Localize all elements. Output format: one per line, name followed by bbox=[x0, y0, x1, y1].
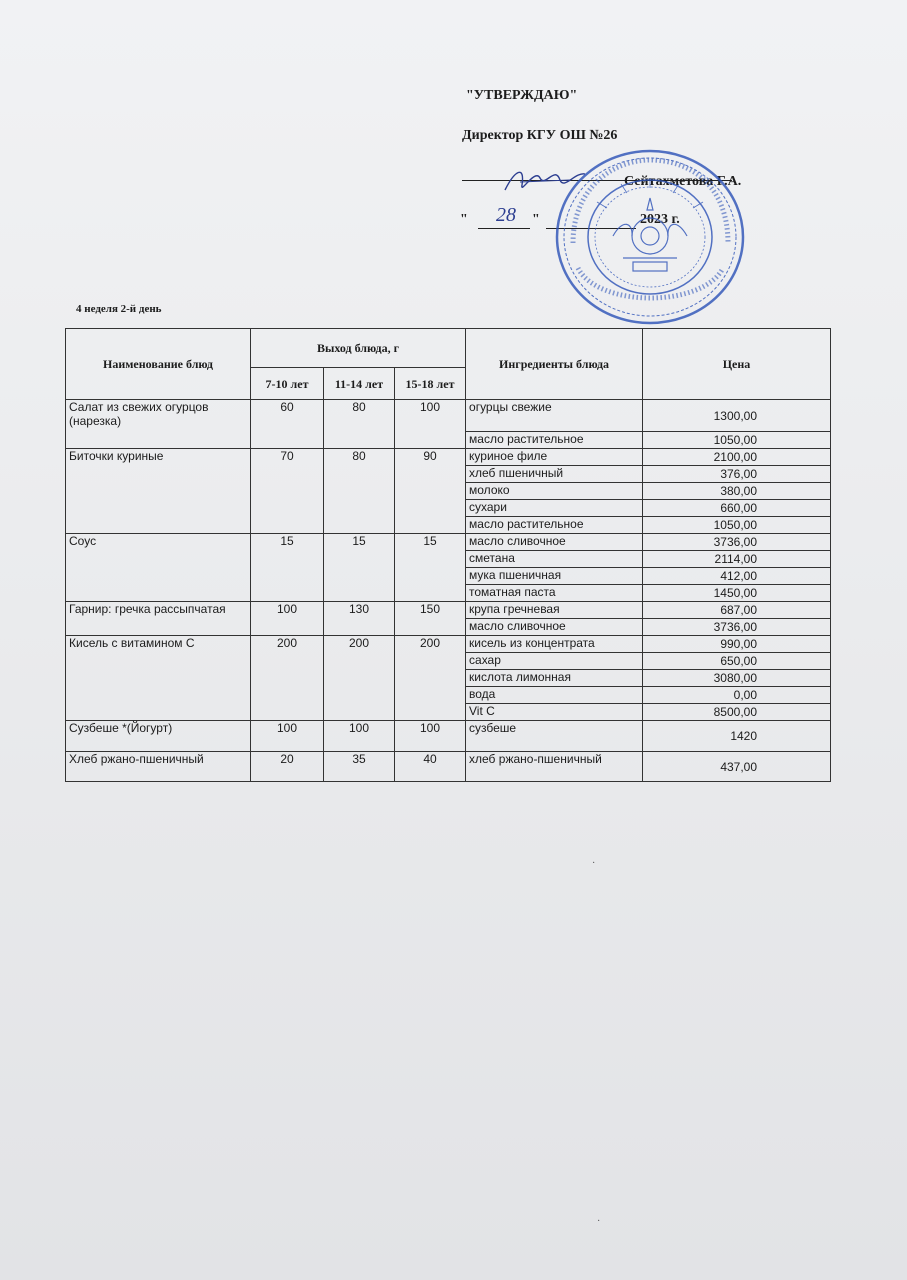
ingredient-price: 3736,00 bbox=[643, 534, 831, 551]
table-row bbox=[66, 636, 831, 653]
output-15-18: 150 bbox=[395, 602, 466, 636]
header-age-11-14: 11-14 лет bbox=[324, 368, 395, 400]
dish-name: Салат из свежих огурцов (нарезка) bbox=[66, 400, 251, 449]
menu-table bbox=[65, 328, 831, 782]
output-11-14: 15 bbox=[324, 534, 395, 602]
ingredient-name: масло растительное bbox=[466, 517, 643, 534]
ingredient-price: 0,00 bbox=[643, 687, 831, 704]
ingredient-name: масло сливочное bbox=[466, 619, 643, 636]
ingredient-price: 1050,00 bbox=[643, 517, 831, 534]
director-title: Директор КГУ ОШ №26 bbox=[462, 128, 618, 143]
ingredient-name: крупа гречневая bbox=[466, 602, 643, 619]
approval-title: "УТВЕРЖДАЮ" bbox=[466, 88, 578, 103]
ingredient-price: 412,00 bbox=[643, 568, 831, 585]
ingredient-name: сухари bbox=[466, 500, 643, 517]
dish-name: Гарнир: гречка рассыпчатая bbox=[66, 602, 251, 636]
ingredient-price: 2114,00 bbox=[643, 551, 831, 568]
table-row bbox=[66, 721, 831, 752]
date-day: 28 bbox=[496, 204, 516, 226]
ingredient-price: 687,00 bbox=[643, 602, 831, 619]
ingredient-name: огурцы свежие bbox=[466, 400, 643, 432]
ingredient-name: молоко bbox=[466, 483, 643, 500]
ingredient-name: куриное филе bbox=[466, 449, 643, 466]
header-price: Цена bbox=[643, 329, 831, 400]
ingredient-name: хлеб пшеничный bbox=[466, 466, 643, 483]
ingredient-price: 2100,00 bbox=[643, 449, 831, 466]
paper-speck: · bbox=[592, 858, 596, 869]
ingredient-price: 1050,00 bbox=[643, 432, 831, 449]
output-15-18: 15 bbox=[395, 534, 466, 602]
week-day-label: 4 неделя 2-й день bbox=[76, 303, 162, 315]
dish-name: Хлеб ржано-пшеничный bbox=[66, 752, 251, 782]
dish-name: Кисель с витамином С bbox=[66, 636, 251, 721]
dish-name: Биточки куриные bbox=[66, 449, 251, 534]
output-7-10: 70 bbox=[251, 449, 324, 534]
ingredient-name: сузбеше bbox=[466, 721, 643, 752]
output-7-10: 60 bbox=[251, 400, 324, 449]
header-age-15-18: 15-18 лет bbox=[395, 368, 466, 400]
output-7-10: 200 bbox=[251, 636, 324, 721]
ingredient-price: 1450,00 bbox=[643, 585, 831, 602]
ingredient-name: кисель из концентрата bbox=[466, 636, 643, 653]
ingredient-price: 437,00 bbox=[643, 752, 831, 782]
ingredient-name: хлеб ржано-пшеничный bbox=[466, 752, 643, 782]
seal-stamp bbox=[553, 148, 748, 326]
table-row bbox=[66, 534, 831, 551]
output-7-10: 20 bbox=[251, 752, 324, 782]
dish-name: Сузбеше *(Йогурт) bbox=[66, 721, 251, 752]
ingredient-price: 1420 bbox=[643, 721, 831, 752]
ingredient-price: 990,00 bbox=[643, 636, 831, 653]
date-day-line bbox=[478, 228, 530, 229]
ingredient-price: 660,00 bbox=[643, 500, 831, 517]
table-row bbox=[66, 449, 831, 466]
output-7-10: 15 bbox=[251, 534, 324, 602]
date-year: 2023 г. bbox=[640, 212, 680, 227]
output-15-18: 90 bbox=[395, 449, 466, 534]
output-11-14: 35 bbox=[324, 752, 395, 782]
header-dish-name: Наименование блюд bbox=[66, 329, 251, 400]
ingredient-name: мука пшеничная bbox=[466, 568, 643, 585]
date-quote-open: " bbox=[460, 212, 468, 227]
ingredient-name: сметана bbox=[466, 551, 643, 568]
output-7-10: 100 bbox=[251, 602, 324, 636]
output-15-18: 40 bbox=[395, 752, 466, 782]
header-output: Выход блюда, г bbox=[251, 329, 466, 368]
output-11-14: 100 bbox=[324, 721, 395, 752]
ingredient-price: 1300,00 bbox=[643, 400, 831, 432]
ingredient-name: вода bbox=[466, 687, 643, 704]
output-11-14: 80 bbox=[324, 400, 395, 449]
ingredient-name: масло растительное bbox=[466, 432, 643, 449]
ingredient-name: масло сливочное bbox=[466, 534, 643, 551]
output-11-14: 80 bbox=[324, 449, 395, 534]
ingredient-price: 8500,00 bbox=[643, 704, 831, 721]
date-quote-close: " bbox=[532, 212, 540, 227]
paper-speck: · bbox=[597, 1216, 601, 1227]
table-row bbox=[66, 752, 831, 782]
output-11-14: 200 bbox=[324, 636, 395, 721]
table-row bbox=[66, 400, 831, 432]
ingredient-price: 3736,00 bbox=[643, 619, 831, 636]
output-15-18: 200 bbox=[395, 636, 466, 721]
header-ingredients: Ингредиенты блюда bbox=[466, 329, 643, 400]
director-name: Сейтахметова Г.А. bbox=[624, 174, 742, 189]
dish-name: Соус bbox=[66, 534, 251, 602]
ingredient-price: 380,00 bbox=[643, 483, 831, 500]
ingredient-price: 650,00 bbox=[643, 653, 831, 670]
ingredient-name: кислота лимонная bbox=[466, 670, 643, 687]
ingredient-price: 376,00 bbox=[643, 466, 831, 483]
output-15-18: 100 bbox=[395, 721, 466, 752]
output-7-10: 100 bbox=[251, 721, 324, 752]
menu-body bbox=[66, 400, 831, 782]
header-age-7-10: 7-10 лет bbox=[251, 368, 324, 400]
output-15-18: 100 bbox=[395, 400, 466, 449]
output-11-14: 130 bbox=[324, 602, 395, 636]
ingredient-name: Vit C bbox=[466, 704, 643, 721]
ingredient-price: 3080,00 bbox=[643, 670, 831, 687]
ingredient-name: томатная паста bbox=[466, 585, 643, 602]
table-row bbox=[66, 602, 831, 619]
ingredient-name: сахар bbox=[466, 653, 643, 670]
